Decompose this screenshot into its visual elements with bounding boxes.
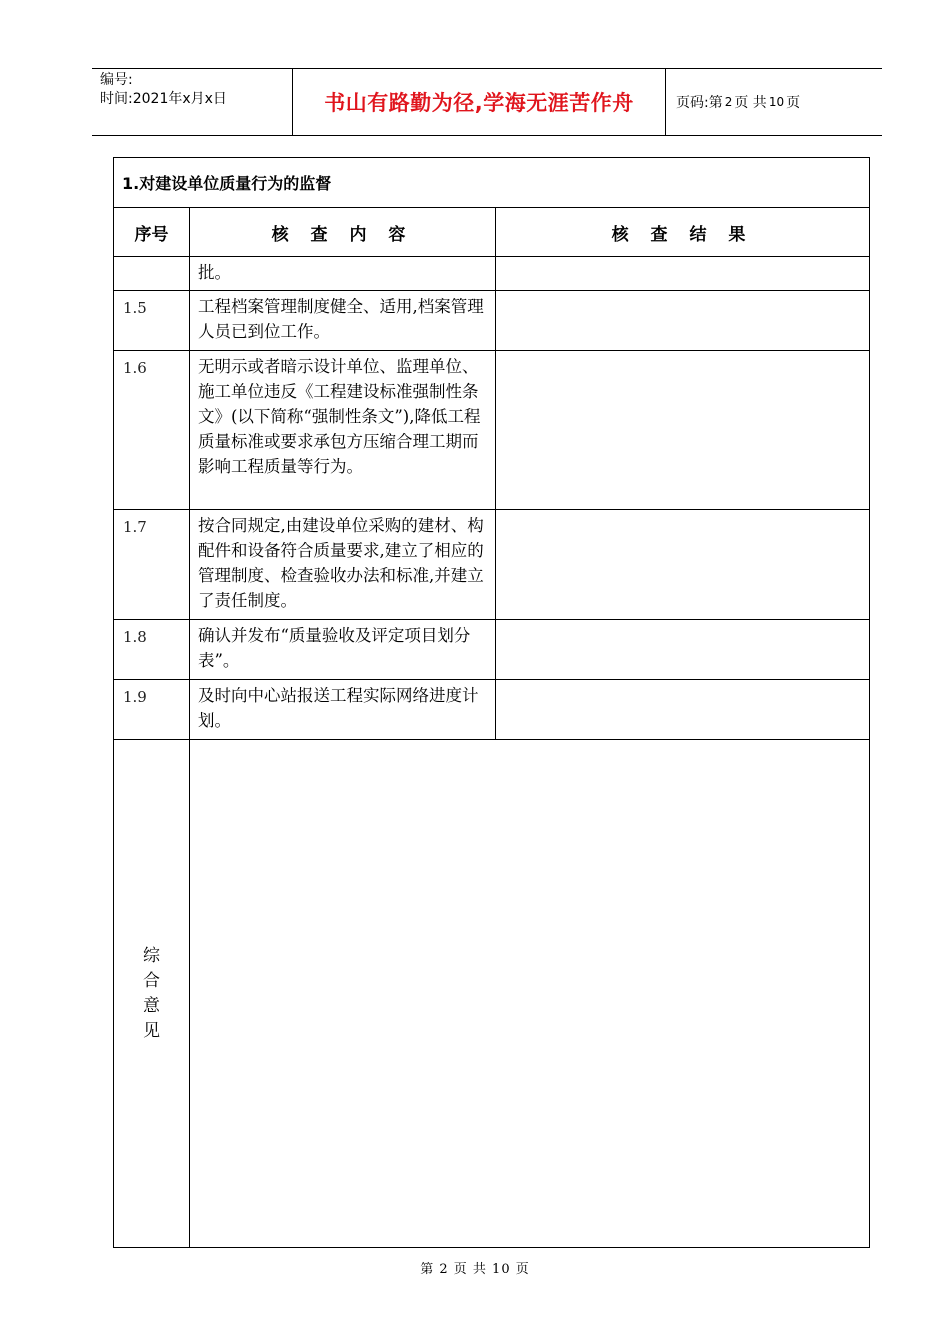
row-seq: 1.7	[114, 510, 190, 620]
header-page-info	[666, 69, 882, 135]
header-motto: 书山有路勤为径,学海无涯苦作舟	[293, 69, 666, 135]
header-meta	[92, 69, 293, 135]
row-result[interactable]	[496, 620, 870, 680]
row-seq: 1.9	[114, 680, 190, 740]
summary-opinion-field[interactable]	[190, 740, 870, 1248]
row-result[interactable]	[496, 257, 870, 291]
section-title: 1.对建设单位质量行为的监督	[114, 158, 870, 208]
table-row	[114, 510, 870, 620]
table-row	[114, 257, 870, 291]
row-seq: 1.8	[114, 620, 190, 680]
row-content: 无明示或者暗示设计单位、监理单位、施工单位违反《工程建设标准强制性条文》(以下简称“强制性条文”),降低工程质量标准或要求承包方压缩合理工期而影响工程质量等行为。	[190, 351, 496, 510]
summary-label-cell	[114, 740, 190, 1248]
table-row	[114, 351, 870, 510]
page-current: 2	[724, 95, 733, 109]
table-row	[114, 291, 870, 351]
col-header-seq: 序号	[114, 208, 190, 257]
page-footer: 第 2 页 共 10 页	[420, 1262, 530, 1277]
doc-time-label: 时间:2021年x月x日	[100, 91, 227, 107]
page-prefix: 页码:第	[676, 95, 723, 111]
row-seq: 1.6	[114, 351, 190, 510]
row-content: 工程档案管理制度健全、适用,档案管理人员已到位工作。	[190, 291, 496, 351]
inspection-table	[113, 157, 870, 1248]
row-content: 批。	[190, 257, 496, 291]
row-result[interactable]	[496, 510, 870, 620]
col-header-content: 核 查 内 容	[190, 208, 496, 257]
summary-row	[114, 740, 870, 1248]
row-seq	[114, 257, 190, 291]
col-header-result: 核 查 结 果	[496, 208, 870, 257]
page-total: 10	[768, 95, 785, 109]
row-content: 及时向中心站报送工程实际网络进度计划。	[190, 680, 496, 740]
row-seq: 1.5	[114, 291, 190, 351]
doc-number-label: 编号:	[100, 72, 133, 88]
column-header-row	[114, 208, 870, 257]
row-result[interactable]	[496, 351, 870, 510]
row-content: 确认并发布“质量验收及评定项目划分表”。	[190, 620, 496, 680]
row-content: 按合同规定,由建设单位采购的建材、构配件和设备符合质量要求,建立了相应的管理制度、检查验收办法和标准,并建立了责任制度。	[190, 510, 496, 620]
page-header	[92, 68, 882, 136]
table-row	[114, 680, 870, 740]
page-mid: 页 共	[734, 95, 767, 111]
row-result[interactable]	[496, 291, 870, 351]
section-title-row	[114, 158, 870, 208]
row-result[interactable]	[496, 680, 870, 740]
table-row	[114, 620, 870, 680]
page-suffix: 页	[786, 95, 801, 111]
summary-label: 综合意见	[143, 945, 160, 1041]
